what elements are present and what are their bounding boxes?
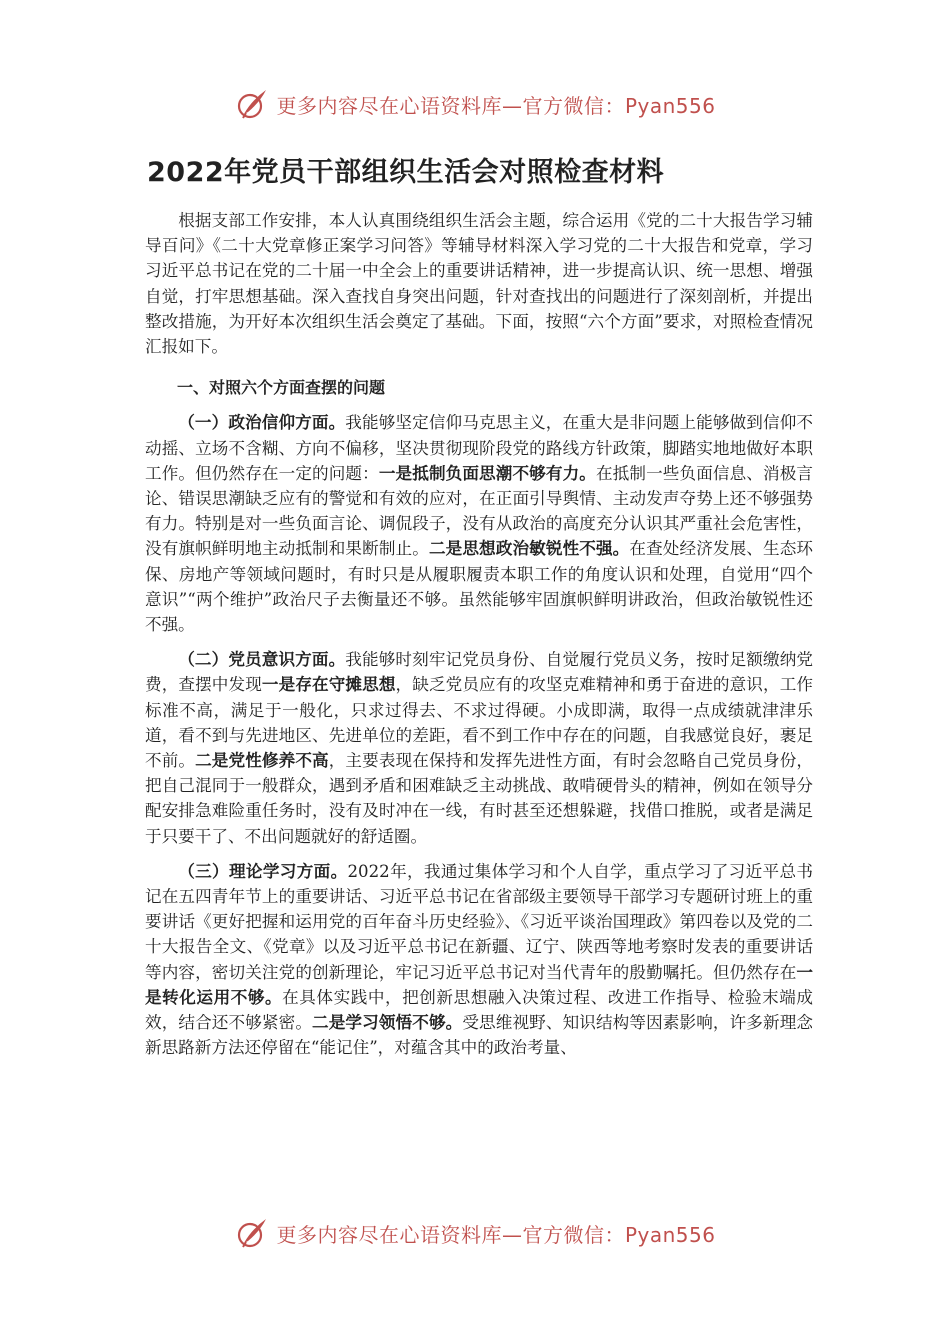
paragraph-text: 在查处经济发展、生态环保、房地产等领域问题时，有时只是从履职履责本职工作的角度认识和处理，自觉用“四个意识”“两个维护”政治尺子去衡量还不够。虽然能够牢固旗帜鲜明讲政治，但政治敏锐性还不强。 [145, 539, 814, 635]
header-banner [0, 82, 950, 126]
key-point: 二是思想政治敏锐性不强。 [428, 539, 630, 559]
footer-banner [0, 1211, 950, 1255]
paragraph-text: 在抵制一些负面信息、消极言论、错误思潮缺乏应有的警觉和有效的应对，在正面引导舆情、主动发声夺势上还不够强势有力。特别是对一些负面言论、调侃段子，没有从政治的高度充分认识其严重社会危害性，没有旗帜鲜明地主动抵制和果断制止。 [145, 463, 814, 559]
key-point: 二是党性修养不高 [195, 751, 329, 771]
document-body [145, 208, 813, 1071]
banner-text: 更多内容尽在心语资料库—官方微信：Pyan556 [276, 1222, 716, 1247]
paragraph-label: （三）理论学习方面。 [178, 861, 348, 881]
paragraph-text: 我能够时刻牢记党员身份、自觉履行党员义务，按时足额缴纳党费，查摆中发现 [145, 650, 814, 695]
banner-text: 更多内容尽在心语资料库—官方微信：Pyan556 [276, 93, 716, 118]
key-point: 一是转化运用不够。 [145, 962, 813, 1007]
intro-paragraph: 根据支部工作安排，本人认真围绕组织生活会主题，综合运用《党的二十大报告学习辅导百问》《二十大党章修正案学习问答》等辅导材料深入学习党的二十大报告和党章，学习习近平总书记在党的二十届一中全会上的重要讲话精神，进一步提高认识、统一思想、增强自觉，打牢思想基础。深入查找自身突出问题，针对查找出的问题进行了深刻剖析，并提出整改措施，为开好本次组织生活会奠定了基础。下面，按照“六个方面”要求，对照检查情况汇报如下。 [145, 211, 813, 357]
paragraph-text: 在具体实践中，把创新思想融入决策过程、改进工作指导、检验末端成效，结合还不够紧密。 [145, 987, 814, 1033]
paragraph-theory-study [145, 859, 813, 1061]
paragraph-text: ，缺乏党员应有的攻坚克难精神和勇于奋进的意识，工作标准不高，满足于一般化，只求过得去、不求过得硬。小成即满，取得一点成绩就津津乐道，看不到与先进地区、先进单位的差距，看不到工作中存在的问题，自我感觉良好，裹足不前。 [145, 675, 814, 771]
paragraph-text: 受思维视野、知识结构等因素影响，许多新理念新思路新方法还停留在“能记住”，对蕴含其中的政治考量、 [145, 1013, 814, 1058]
quill-pen-icon [234, 86, 270, 122]
key-point: 一是抵制负面思潮不够有力。 [378, 463, 596, 483]
paragraph-label: （一）政治信仰方面。 [178, 413, 346, 433]
paragraph-text: 2022年，我通过集体学习和个人自学，重点学习了习近平总书记在五四青年节上的重要讲话、习近平总书记在省部级主要领导干部学习专题研讨班上的重要讲话《更好把握和运用党的百年奋斗历史经验》、《习近平谈治国理政》第四卷以及党的二十大报告全文、《党章》以及习近平总书记在新疆、辽宁、陕西等地考察时发表的重要讲话等内容，密切关注党的创新理论，牢记习近平总书记对当代青年的殷勤嘱托。但仍然存在 [145, 861, 813, 982]
paragraph-political-belief [145, 410, 813, 637]
paragraph-text: 我能够坚定信仰马克思主义，在重大是非问题上能够做到信仰不动摇、立场不含糊、方向不偏移，坚决贯彻现阶段党的路线方针政策，脚踏实地地做好本职工作。但仍然存在一定的问题： [145, 413, 814, 483]
section-heading: 一、对照六个方面查摆的问题 [177, 378, 386, 398]
key-point: 一是存在守摊思想 [261, 675, 396, 695]
paragraph-label: （二）党员意识方面。 [178, 650, 346, 670]
paragraph-text: ，主要表现在保持和发挥先进性方面，有时会忽略自己党员身份，把自己混同于一般群众，遇到矛盾和困难缺乏主动挑战、敢啃硬骨头的精神，例如在领导分配安排急难险重任务时，没有及时冲在一线，有时甚至还想躲避，找借口推脱，或者是满足于只要干了、不出问题就好的舒适圈。 [145, 751, 814, 846]
quill-pen-icon [234, 1215, 270, 1251]
paragraph-party-awareness [145, 647, 813, 849]
key-point: 二是学习领悟不够。 [312, 1013, 463, 1033]
page-title: 2022年党员干部组织生活会对照检查材料 [147, 157, 665, 188]
